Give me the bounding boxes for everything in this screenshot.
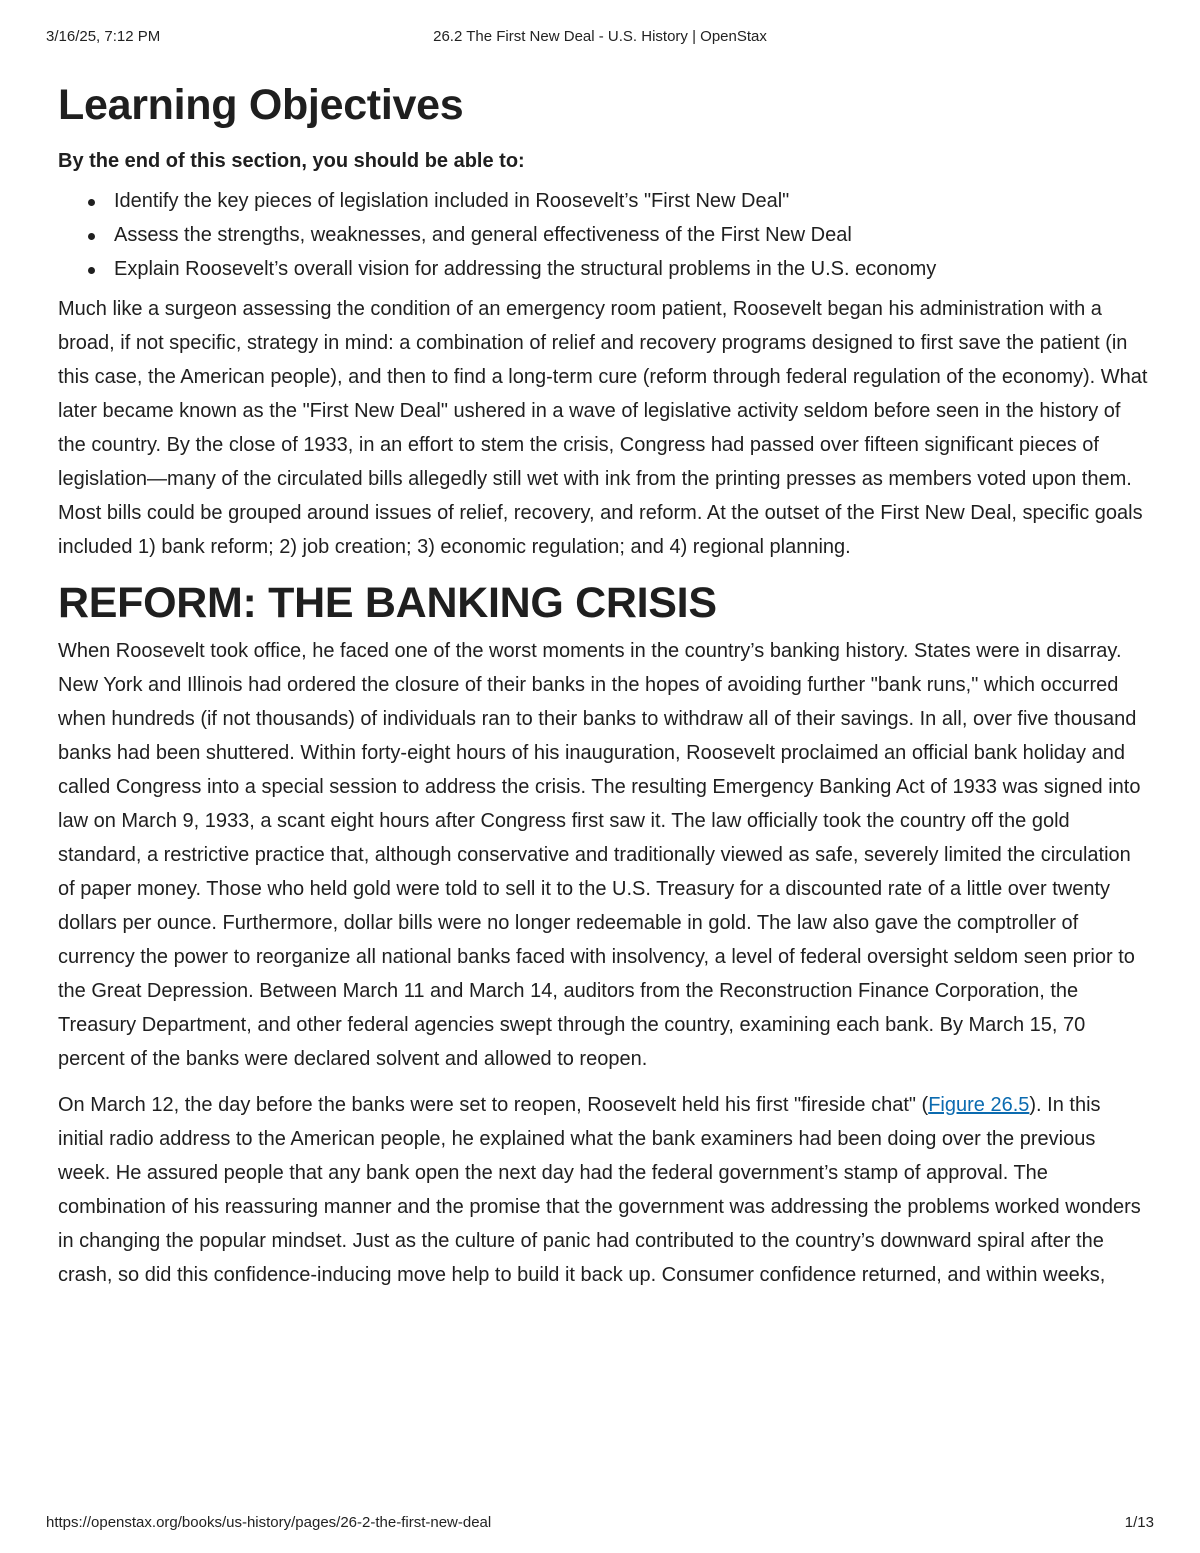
banking-crisis-heading: REFORM: THE BANKING CRISIS (58, 579, 717, 627)
learning-objective-text: Explain Roosevelt’s overall vision for addressing the structural problems in the U.S. economy (114, 258, 937, 280)
learning-objectives-section (58, 78, 1148, 286)
banking-paragraph-1: When Roosevelt took office, he faced one of the worst moments in the country’s banking history. States were in disarray. New York and Illinois had ordered the closure of their banks in the hopes of avoiding further "bank runs," which occurred when hundreds (if not thousands) of individuals ran to their banks to withdraw all of their savings. In all, over five thousand banks had been shuttered. Within forty-eight hours of his inauguration, Roosevelt proclaimed an official bank holiday and called Congress into a special session to address the crisis. The resulting Emergency Banking Act of 1933 was signed into law on March 9, 1933, a scant eight hours after Congress first saw it. The law officially took the country off the gold standard, a restrictive practice that, although conservative and traditionally viewed as safe, severely limited the circulation of paper money. Those who held gold were told to sell it to the U.S. Treasury for a discounted rate of a little over twenty dollars per ounce. Furthermore, dollar bills were no longer redeemable in gold. The law also gave the comptroller of currency the power to reorganize all national banks faced with insolvency, a level of federal oversight seldom seen prior to the Great Depression. Between March 11 and March 14, auditors from the Reconstruction Finance Corporation, the Treasury Department, and other federal agencies swept through the country, examining each bank. By March 15, 70 percent of the banks were declared solvent and allowed to reopen. (58, 640, 1141, 1070)
learning-objective-text: Identify the key pieces of legislation included in Roosevelt’s "First New Deal" (114, 190, 790, 212)
learning-objective-text: Assess the strengths, weaknesses, and general effectiveness of the First New Deal (114, 224, 852, 246)
learning-objectives-heading: Learning Objectives (58, 81, 464, 129)
bullet-icon (88, 267, 95, 274)
learning-objective-item (88, 218, 1148, 252)
print-url: https://openstax.org/books/us-history/pages/26-2-the-first-new-deal (46, 1514, 492, 1531)
banking-crisis-section (58, 576, 1148, 1292)
print-datetime: 3/16/25, 7:12 PM (46, 28, 161, 45)
print-page-number: 1/13 (1124, 1514, 1154, 1531)
learning-objectives-list (58, 184, 1148, 286)
page-content (58, 78, 1148, 1292)
learning-objective-item (88, 184, 1148, 218)
bullet-icon (88, 199, 95, 206)
figure-26-5-link[interactable]: Figure 26.5 (928, 1094, 1030, 1116)
print-header (46, 28, 1154, 50)
intro-paragraph: Much like a surgeon assessing the condition of an emergency room patient, Roosevelt began his administration with a broad, if not specific, strategy in mind: a combination of relief and recovery programs designed to first save the patient (in this case, the American people), and then to find a long-term cure (reform through federal regulation of the economy). What later became known as the "First New Deal" ushered in a wave of legislative activity seldom before seen in the history of the country. By the close of 1933, in an effort to stem the crisis, Congress had passed over fifteen significant pieces of legislation—many of the circulated bills allegedly still wet with ink from the printing presses as members voted upon them. Most bills could be grouped around issues of relief, recovery, and reform. At the outset of the First New Deal, specific goals included 1) bank reform; 2) job creation; 3) economic regulation; and 4) regional planning. (58, 298, 1148, 558)
learning-objective-item (88, 252, 1148, 286)
banking-paragraph-2 (58, 1088, 1148, 1292)
print-page-title: 26.2 The First New Deal - U.S. History | OpenStax (433, 28, 767, 45)
paragraph-text-before-link: On March 12, the day before the banks were set to reopen, Roosevelt held his first "fireside chat" ( (58, 1094, 929, 1116)
paragraph-text-after-link: ). In this initial radio address to the American people, he explained what the bank examiners had been doing over the previous week. He assured people that any bank open the next day had the federal government’s stamp of approval. The combination of his reassuring manner and the promise that the government was addressing the problems worked wonders in changing the popular mindset. Just as the culture of panic had contributed to the country’s downward spiral after the crash, so did this confidence-inducing move help to build it back up. Consumer confidence returned, and within weeks, (58, 1094, 1141, 1286)
bullet-icon (88, 233, 95, 240)
learning-objectives-intro: By the end of this section, you should be able to: (58, 150, 525, 172)
print-footer (46, 1514, 1154, 1536)
